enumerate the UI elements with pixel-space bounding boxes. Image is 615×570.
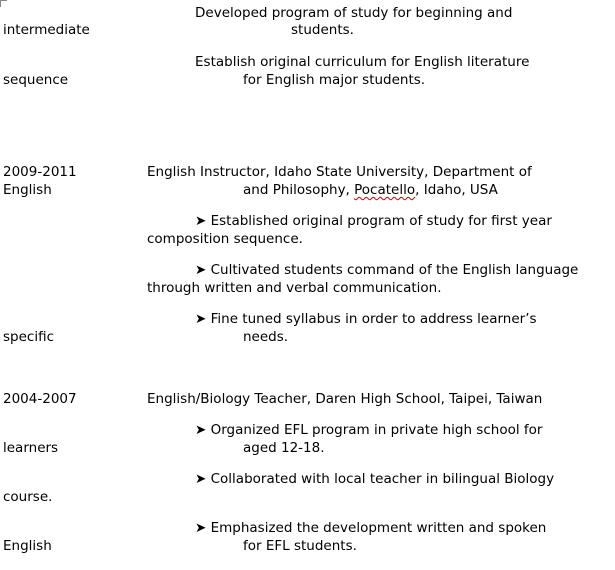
- duty-line-continued: for English major students.: [243, 72, 426, 88]
- page-corner-mark: [0, 0, 7, 7]
- bullet-item-continued: composition sequence.: [147, 231, 303, 247]
- job-years: 2009-2011: [3, 164, 77, 180]
- bullet-item-continued: for EFL students.: [243, 538, 357, 554]
- job-city-spellcheck: Pocatello: [354, 182, 416, 198]
- bullet-item: ➤ Fine tuned syllabus in order to address learner’s: [195, 311, 537, 327]
- duty-line: Establish original curriculum for English literature: [195, 54, 530, 70]
- bullet-item: ➤ Emphasized the development written and spoken: [195, 520, 547, 536]
- left-column-word: specific: [3, 329, 55, 345]
- job-title-part: , Idaho, USA: [415, 182, 498, 198]
- job-title: English Instructor, Idaho State University, Department of: [147, 164, 532, 180]
- job-title-continued: [243, 181, 498, 199]
- bullet-item: ➤ Cultivated students command of the English language: [195, 262, 579, 278]
- job-years: 2004-2007: [3, 391, 77, 407]
- left-column-word: course.: [3, 489, 53, 505]
- left-column-word: English: [3, 538, 52, 554]
- left-column-word: intermediate: [3, 22, 90, 38]
- job-title: English/Biology Teacher, Daren High School, Taipei, Taiwan: [147, 391, 543, 407]
- bullet-item-continued: through written and verbal communication.: [147, 280, 442, 296]
- bullet-item-continued: needs.: [243, 329, 289, 345]
- left-column-word: learners: [3, 440, 59, 456]
- bullet-item: ➤ Organized EFL program in private high school for: [195, 422, 543, 438]
- bullet-item: ➤ Established original program of study for first year: [195, 213, 552, 229]
- duty-line: Developed program of study for beginning and: [195, 5, 513, 21]
- job-title-part: and Philosophy,: [243, 182, 355, 198]
- left-column-word: sequence: [3, 72, 69, 88]
- bullet-item-continued: aged 12-18.: [243, 440, 325, 456]
- left-column-word: English: [3, 182, 52, 198]
- bullet-item: ➤ Collaborated with local teacher in bilingual Biology: [195, 471, 555, 487]
- duty-line-continued: students.: [291, 22, 354, 38]
